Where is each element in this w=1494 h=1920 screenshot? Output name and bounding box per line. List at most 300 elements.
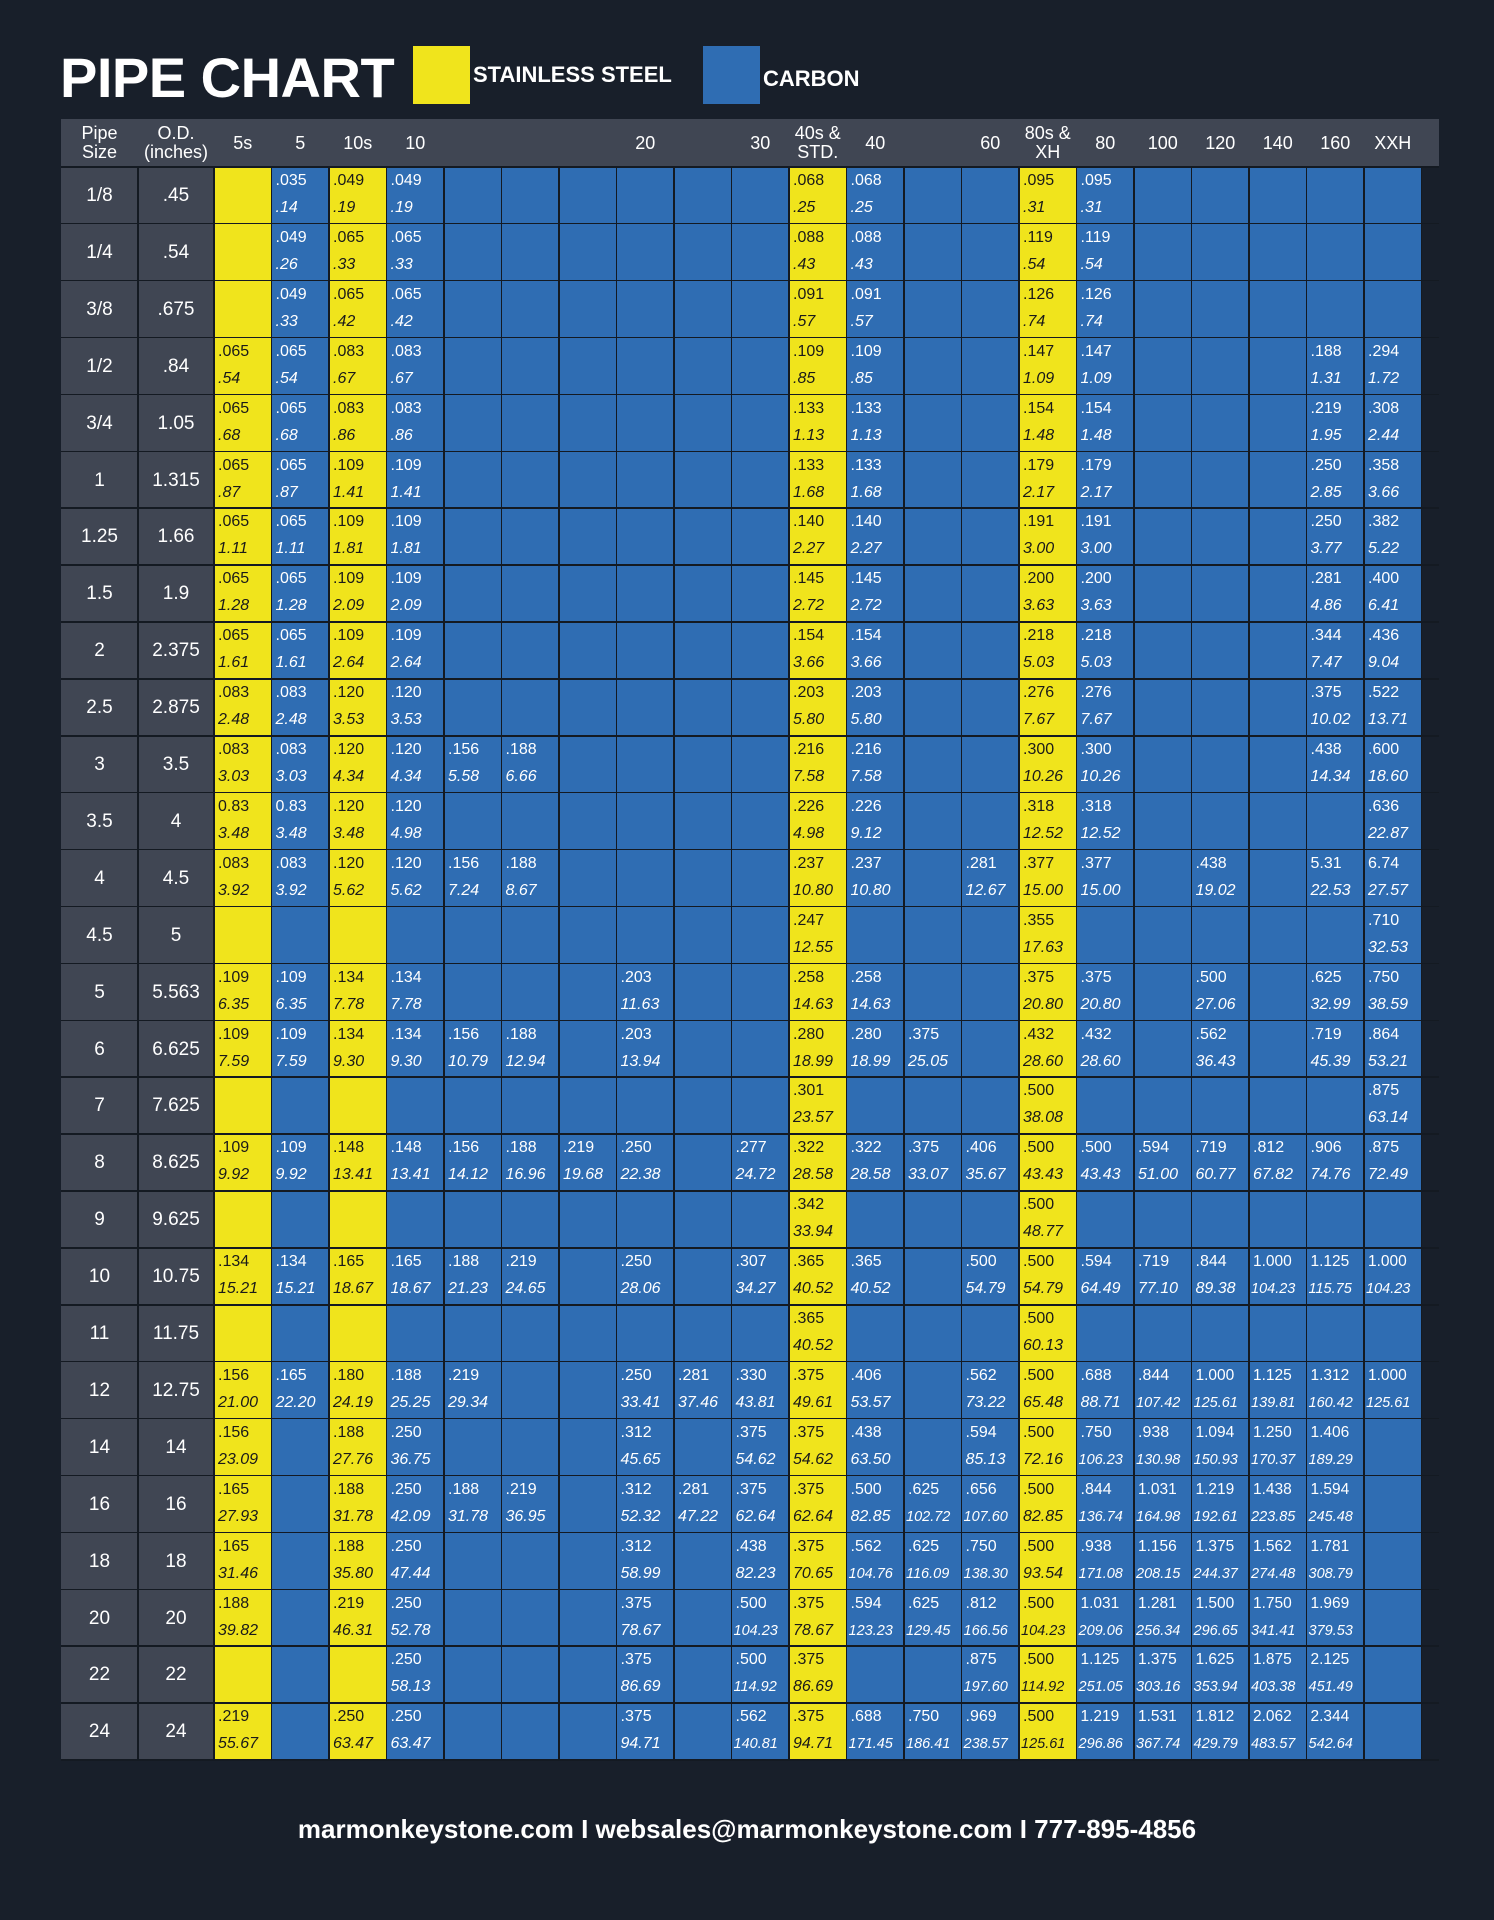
carbon-cell <box>962 1077 1020 1134</box>
carbon-cell <box>1134 338 1192 395</box>
wall-thickness: 1.875 <box>1253 1651 1292 1669</box>
weight-per-foot: 6.66 <box>505 768 537 785</box>
carbon-cell <box>1077 1476 1135 1533</box>
carbon-cell <box>1077 793 1135 850</box>
carbon-cell <box>962 508 1020 565</box>
carbon-cell <box>732 907 790 964</box>
weight-per-foot: 7.78 <box>333 995 365 1013</box>
wall-thickness: 1.125 <box>1080 1651 1120 1669</box>
carbon-cell <box>387 565 445 622</box>
wall-thickness: .438 <box>1310 741 1342 758</box>
wall-thickness: .154 <box>1080 399 1112 417</box>
carbon-cell <box>1364 1476 1422 1533</box>
carbon-cell <box>962 1021 1020 1078</box>
wall-thickness: .219 <box>505 1480 537 1498</box>
carbon-cell <box>1307 1077 1365 1134</box>
carbon-cell <box>674 850 732 907</box>
carbon-cell <box>732 1305 790 1362</box>
carbon-cell <box>1134 964 1192 1021</box>
carbon-cell <box>1134 565 1192 622</box>
weight-per-foot: 129.45 <box>906 1622 951 1639</box>
carbon-cell <box>559 1305 617 1362</box>
weight-per-foot: 88.71 <box>1080 1393 1121 1411</box>
carbon-cell <box>1307 508 1365 565</box>
wall-thickness: .140 <box>850 513 882 531</box>
wall-thickness: 1.281 <box>1138 1594 1177 1612</box>
weight-per-foot: 1.72 <box>1368 369 1400 387</box>
weight-per-foot: 52.78 <box>390 1621 431 1639</box>
carbon-cell <box>847 622 905 679</box>
wall-thickness: .126 <box>1080 285 1112 303</box>
carbon-cell <box>272 1191 330 1248</box>
carbon-cell <box>1077 167 1135 224</box>
weight-per-foot: 45.65 <box>620 1450 661 1468</box>
wall-thickness: .719 <box>1138 1253 1170 1271</box>
carbon-cell <box>559 281 617 338</box>
carbon-cell <box>617 793 675 850</box>
wall-thickness: .145 <box>793 570 825 588</box>
weight-per-foot: 28.58 <box>850 1166 891 1184</box>
carbon-cell <box>904 224 962 281</box>
carbon-cell <box>559 224 617 281</box>
weight-per-foot: 18.67 <box>333 1280 374 1298</box>
weight-per-foot: 209.06 <box>1078 1622 1123 1639</box>
carbon-cell <box>1077 1590 1135 1647</box>
row-od: 1.315 <box>152 469 200 491</box>
wall-thickness: .148 <box>333 1139 365 1157</box>
carbon-cell <box>272 508 330 565</box>
wall-thickness: .280 <box>850 1025 882 1043</box>
weight-per-foot: 15.00 <box>1023 881 1064 899</box>
column-divider <box>961 167 963 1760</box>
weight-per-foot: 238.57 <box>963 1736 1008 1753</box>
wall-thickness: .154 <box>793 627 825 645</box>
row-pipe-size: 3 <box>94 754 105 775</box>
carbon-cell <box>272 964 330 1021</box>
wall-thickness: 0.83 <box>275 797 307 815</box>
weight-per-foot: 27.76 <box>333 1450 374 1468</box>
carbon-cell <box>1134 1248 1192 1305</box>
weight-per-foot: 106.23 <box>1078 1451 1123 1468</box>
stainless-cell <box>789 565 847 622</box>
stainless-cell <box>789 224 847 281</box>
stainless-cell <box>329 1533 387 1590</box>
carbon-cell <box>272 622 330 679</box>
carbon-cell <box>502 1646 560 1703</box>
wall-thickness: .844 <box>1195 1253 1227 1271</box>
wall-thickness: .375 <box>1310 684 1342 702</box>
weight-per-foot: 20.80 <box>1023 995 1064 1013</box>
carbon-cell <box>1077 281 1135 338</box>
row-pipe-size: 2 <box>94 640 105 662</box>
weight-per-foot: 7.59 <box>218 1052 250 1070</box>
carbon-cell <box>1077 907 1135 964</box>
carbon-cell <box>387 1077 445 1134</box>
wall-thickness: .191 <box>1080 513 1112 531</box>
weight-per-foot: 197.60 <box>963 1679 1008 1696</box>
stainless-cell <box>1019 850 1077 907</box>
weight-per-foot: 58.99 <box>620 1564 661 1582</box>
carbon-cell <box>1077 1419 1135 1476</box>
row-od: 1.66 <box>157 526 195 548</box>
row-pipe-size: 22 <box>88 1664 111 1686</box>
carbon-cell <box>674 1590 732 1647</box>
weight-per-foot: 54.79 <box>1023 1280 1064 1298</box>
weight-per-foot: 10.80 <box>793 881 834 899</box>
carbon-cell <box>1077 224 1135 281</box>
carbon-cell <box>617 850 675 907</box>
wall-thickness: .375 <box>620 1708 652 1726</box>
weight-per-foot: 19.02 <box>1195 881 1236 899</box>
carbon-cell <box>1192 964 1250 1021</box>
weight-per-foot: 186.41 <box>906 1736 951 1753</box>
wall-thickness: .344 <box>1310 627 1342 645</box>
carbon-cell <box>847 452 905 509</box>
weight-per-foot: 36.43 <box>1195 1052 1236 1070</box>
carbon-cell <box>1307 907 1365 964</box>
weight-per-foot: 54.79 <box>965 1280 1006 1298</box>
weight-per-foot: 483.57 <box>1251 1736 1296 1753</box>
carbon-cell <box>1307 1476 1365 1533</box>
carbon-cell <box>732 850 790 907</box>
weight-per-foot: 25.05 <box>908 1052 949 1070</box>
wall-thickness: .120 <box>333 741 365 758</box>
carbon-cell <box>847 964 905 1021</box>
wall-thickness: .109 <box>390 627 422 645</box>
wall-thickness: 1.031 <box>1138 1480 1177 1498</box>
wall-thickness: 1.125 <box>1310 1253 1350 1271</box>
carbon-cell <box>732 395 790 452</box>
stainless-cell <box>329 1476 387 1533</box>
weight-per-foot: 48.77 <box>1023 1223 1064 1241</box>
stainless-cell <box>789 850 847 907</box>
carbon-cell <box>387 1362 445 1419</box>
wall-thickness: 2.062 <box>1253 1708 1292 1726</box>
weight-per-foot: 32.99 <box>1310 995 1351 1013</box>
weight-per-foot: 24.19 <box>333 1393 374 1411</box>
wall-thickness: .250 <box>390 1651 422 1669</box>
carbon-cell <box>674 167 732 224</box>
carbon-cell <box>1192 1305 1250 1362</box>
wall-thickness: .562 <box>1195 1025 1227 1043</box>
weight-per-foot: 11.63 <box>620 995 660 1013</box>
carbon-cell <box>559 1703 617 1760</box>
stainless-cell <box>214 1533 272 1590</box>
carbon-cell <box>502 1476 560 1533</box>
weight-per-foot: 104.23 <box>733 1622 778 1639</box>
carbon-cell <box>962 907 1020 964</box>
row-divider <box>61 678 1439 680</box>
stainless-cell <box>789 679 847 736</box>
carbon-cell <box>617 281 675 338</box>
weight-per-foot: 18.99 <box>793 1052 834 1070</box>
carbon-cell <box>617 395 675 452</box>
carbon-cell <box>1364 1077 1422 1134</box>
carbon-cell <box>1249 1646 1307 1703</box>
carbon-cell <box>962 167 1020 224</box>
weight-per-foot: 24.72 <box>735 1166 776 1184</box>
row-pipe-size: 24 <box>88 1721 111 1743</box>
wall-thickness: .250 <box>390 1480 422 1498</box>
carbon-cell <box>1307 1021 1365 1078</box>
carbon-cell <box>272 850 330 907</box>
row-pipe-size: 18 <box>88 1550 111 1572</box>
carbon-cell <box>617 565 675 622</box>
wall-thickness: .109 <box>218 1025 250 1043</box>
weight-per-foot: 296.65 <box>1193 1622 1238 1639</box>
wall-thickness: 2.344 <box>1310 1708 1350 1726</box>
carbon-cell <box>1364 964 1422 1021</box>
weight-per-foot: .86 <box>390 426 413 444</box>
row-divider <box>61 735 1439 737</box>
carbon-cell <box>1192 395 1250 452</box>
column-header: 30 <box>750 133 771 153</box>
footer-contact: marmonkeystone.com I websales@marmonkeystone.com I 777-895-4856 <box>297 1814 1197 1844</box>
row-od: 22 <box>165 1664 187 1686</box>
wall-thickness: 1.625 <box>1195 1651 1235 1669</box>
wall-thickness: .065 <box>218 342 250 360</box>
weight-per-foot: 3.03 <box>218 768 250 785</box>
carbon-cell <box>502 736 560 793</box>
carbon-cell <box>1364 167 1422 224</box>
wall-thickness: .500 <box>1080 1139 1112 1157</box>
stainless-cell <box>1019 793 1077 850</box>
weight-per-foot: .54 <box>275 369 298 387</box>
carbon-cell <box>962 224 1020 281</box>
carbon-cell <box>559 1134 617 1191</box>
wall-thickness: .318 <box>1023 797 1055 815</box>
stainless-cell <box>789 907 847 964</box>
weight-per-foot: .19 <box>390 199 413 216</box>
weight-per-foot: .25 <box>850 199 873 216</box>
wall-thickness: .307 <box>735 1253 767 1271</box>
carbon-cell <box>732 508 790 565</box>
carbon-cell <box>962 1419 1020 1476</box>
stainless-cell <box>1019 907 1077 964</box>
stainless-cell <box>1019 964 1077 1021</box>
stainless-cell <box>1019 622 1077 679</box>
weight-per-foot: 3.63 <box>1023 597 1055 615</box>
carbon-cell <box>1134 1419 1192 1476</box>
carbon-cell <box>272 395 330 452</box>
carbon-cell <box>1077 850 1135 907</box>
carbon-cell <box>1077 508 1135 565</box>
carbon-cell <box>904 338 962 395</box>
carbon-cell <box>674 1533 732 1590</box>
carbon-cell <box>1307 1533 1365 1590</box>
weight-per-foot: 223.85 <box>1251 1508 1296 1525</box>
stainless-cell <box>329 565 387 622</box>
wall-thickness: .281 <box>1310 570 1342 588</box>
weight-per-foot: .42 <box>390 312 413 330</box>
wall-thickness: .165 <box>218 1537 250 1555</box>
column-divider <box>558 167 560 1760</box>
column-header: 120 <box>1205 133 1236 153</box>
carbon-cell <box>847 736 905 793</box>
wall-thickness: .280 <box>793 1025 825 1043</box>
weight-per-foot: 16.96 <box>505 1166 546 1184</box>
carbon-cell <box>1134 1191 1192 1248</box>
wall-thickness: .258 <box>793 968 825 986</box>
carbon-cell <box>904 793 962 850</box>
row-divider <box>61 507 1439 509</box>
row-divider <box>61 223 1439 225</box>
wall-thickness: .688 <box>1080 1366 1112 1384</box>
stainless-cell <box>1019 1134 1077 1191</box>
weight-per-foot: .87 <box>218 483 241 501</box>
stainless-cell <box>789 1077 847 1134</box>
carbon-cell <box>1249 1077 1307 1134</box>
wall-thickness: .065 <box>275 456 307 474</box>
wall-thickness: 1.375 <box>1195 1537 1235 1555</box>
carbon-cell <box>559 1646 617 1703</box>
carbon-cell <box>732 224 790 281</box>
carbon-cell <box>1249 907 1307 964</box>
wall-thickness: .500 <box>735 1651 767 1669</box>
carbon-cell <box>559 964 617 1021</box>
carbon-cell <box>1192 793 1250 850</box>
weight-per-foot: 36.95 <box>505 1507 546 1525</box>
wall-thickness: .312 <box>620 1537 652 1555</box>
row-pipe-size: 1 <box>94 469 105 491</box>
weight-per-foot: 1.28 <box>218 597 250 615</box>
wall-thickness: 5.31 <box>1310 854 1342 872</box>
wall-thickness: .109 <box>275 1139 307 1157</box>
wall-thickness: .406 <box>850 1366 882 1384</box>
wall-thickness: .250 <box>333 1708 365 1726</box>
weight-per-foot: 22.38 <box>620 1166 661 1184</box>
row-od: 4 <box>170 810 182 832</box>
weight-per-foot: 20.80 <box>1080 995 1121 1013</box>
weight-per-foot: 13.41 <box>390 1166 431 1184</box>
row-pipe-size: 20 <box>88 1607 111 1629</box>
carbon-cell <box>1134 793 1192 850</box>
weight-per-foot: .87 <box>275 483 298 501</box>
legend-swatch-carbon <box>703 46 760 104</box>
wall-thickness: .226 <box>793 797 825 815</box>
weight-per-foot: 9.92 <box>275 1166 307 1184</box>
carbon-cell <box>1307 338 1365 395</box>
wall-thickness: .065 <box>218 627 250 645</box>
wall-thickness: 1.031 <box>1080 1594 1120 1612</box>
carbon-cell <box>559 679 617 736</box>
wall-thickness: .375 <box>620 1594 652 1612</box>
carbon-cell <box>387 736 445 793</box>
carbon-cell <box>272 1362 330 1419</box>
carbon-cell <box>962 964 1020 1021</box>
carbon-cell <box>387 338 445 395</box>
wall-thickness: 0.83 <box>218 797 250 815</box>
weight-per-foot: 1.81 <box>333 540 365 558</box>
carbon-cell <box>502 224 560 281</box>
wall-thickness: .134 <box>333 968 365 986</box>
wall-thickness: .312 <box>620 1480 652 1498</box>
stainless-cell <box>214 793 272 850</box>
weight-per-foot: .74 <box>1023 312 1046 330</box>
wall-thickness: .188 <box>1310 342 1342 360</box>
column-divider <box>788 167 790 1760</box>
row-divider <box>61 1475 1439 1477</box>
carbon-cell <box>732 338 790 395</box>
wall-thickness: .500 <box>1023 1082 1055 1100</box>
carbon-cell <box>847 1362 905 1419</box>
weight-per-foot: 1.68 <box>850 483 882 501</box>
weight-per-foot: 12.52 <box>1080 824 1121 842</box>
weight-per-foot: 150.93 <box>1193 1451 1238 1468</box>
carbon-cell <box>1134 508 1192 565</box>
carbon-cell <box>502 1134 560 1191</box>
carbon-cell <box>732 565 790 622</box>
carbon-cell <box>387 452 445 509</box>
carbon-cell <box>1192 1134 1250 1191</box>
wall-thickness: .154 <box>1023 399 1055 417</box>
wall-thickness: .500 <box>1023 1594 1055 1612</box>
carbon-cell <box>1077 1646 1135 1703</box>
carbon-cell <box>674 736 732 793</box>
carbon-cell <box>1077 679 1135 736</box>
wall-thickness: .226 <box>850 797 882 815</box>
carbon-cell <box>732 679 790 736</box>
weight-per-foot: 2.27 <box>793 540 825 558</box>
wall-thickness: .083 <box>390 399 422 417</box>
carbon-cell <box>1192 907 1250 964</box>
weight-per-foot: 9.30 <box>333 1052 365 1070</box>
carbon-cell <box>732 1419 790 1476</box>
carbon-cell <box>847 338 905 395</box>
carbon-cell <box>272 1077 330 1134</box>
row-od: 16 <box>165 1493 187 1515</box>
wall-thickness: .375 <box>1023 968 1055 986</box>
row-divider <box>61 394 1439 396</box>
carbon-cell <box>1192 281 1250 338</box>
wall-thickness: .156 <box>448 1025 480 1043</box>
carbon-cell <box>387 1533 445 1590</box>
weight-per-foot: 104.23 <box>1251 1281 1296 1298</box>
wall-thickness: .277 <box>735 1139 767 1157</box>
row-divider <box>61 906 1439 908</box>
weight-per-foot: 251.05 <box>1078 1679 1123 1696</box>
row-divider <box>61 1418 1439 1420</box>
wall-thickness: .109 <box>793 342 825 360</box>
weight-per-foot: 49.61 <box>793 1393 834 1411</box>
wall-thickness: .219 <box>333 1594 365 1612</box>
weight-per-foot: 1.13 <box>793 426 825 444</box>
weight-per-foot: 125.61 <box>1193 1394 1238 1411</box>
carbon-cell <box>674 679 732 736</box>
carbon-cell <box>962 565 1020 622</box>
carbon-cell <box>847 1134 905 1191</box>
carbon-cell <box>1307 1191 1365 1248</box>
weight-per-foot: 308.79 <box>1308 1565 1353 1582</box>
carbon-cell <box>732 1077 790 1134</box>
stainless-cell <box>214 395 272 452</box>
stainless-cell <box>329 1191 387 1248</box>
weight-per-foot: 24.65 <box>505 1280 546 1298</box>
carbon-cell <box>732 452 790 509</box>
wall-thickness: 1.375 <box>1138 1651 1177 1669</box>
wall-thickness: .065 <box>275 570 307 588</box>
carbon-cell <box>387 1021 445 1078</box>
wall-thickness: .400 <box>1368 570 1400 588</box>
weight-per-foot: 27.06 <box>1195 995 1236 1013</box>
carbon-cell <box>1364 1191 1422 1248</box>
row-od: 3.5 <box>162 754 190 775</box>
wall-thickness: 1.750 <box>1253 1594 1292 1612</box>
carbon-cell <box>732 281 790 338</box>
carbon-cell <box>674 1248 732 1305</box>
wall-thickness: .562 <box>850 1537 882 1555</box>
wall-thickness: .109 <box>390 513 422 531</box>
